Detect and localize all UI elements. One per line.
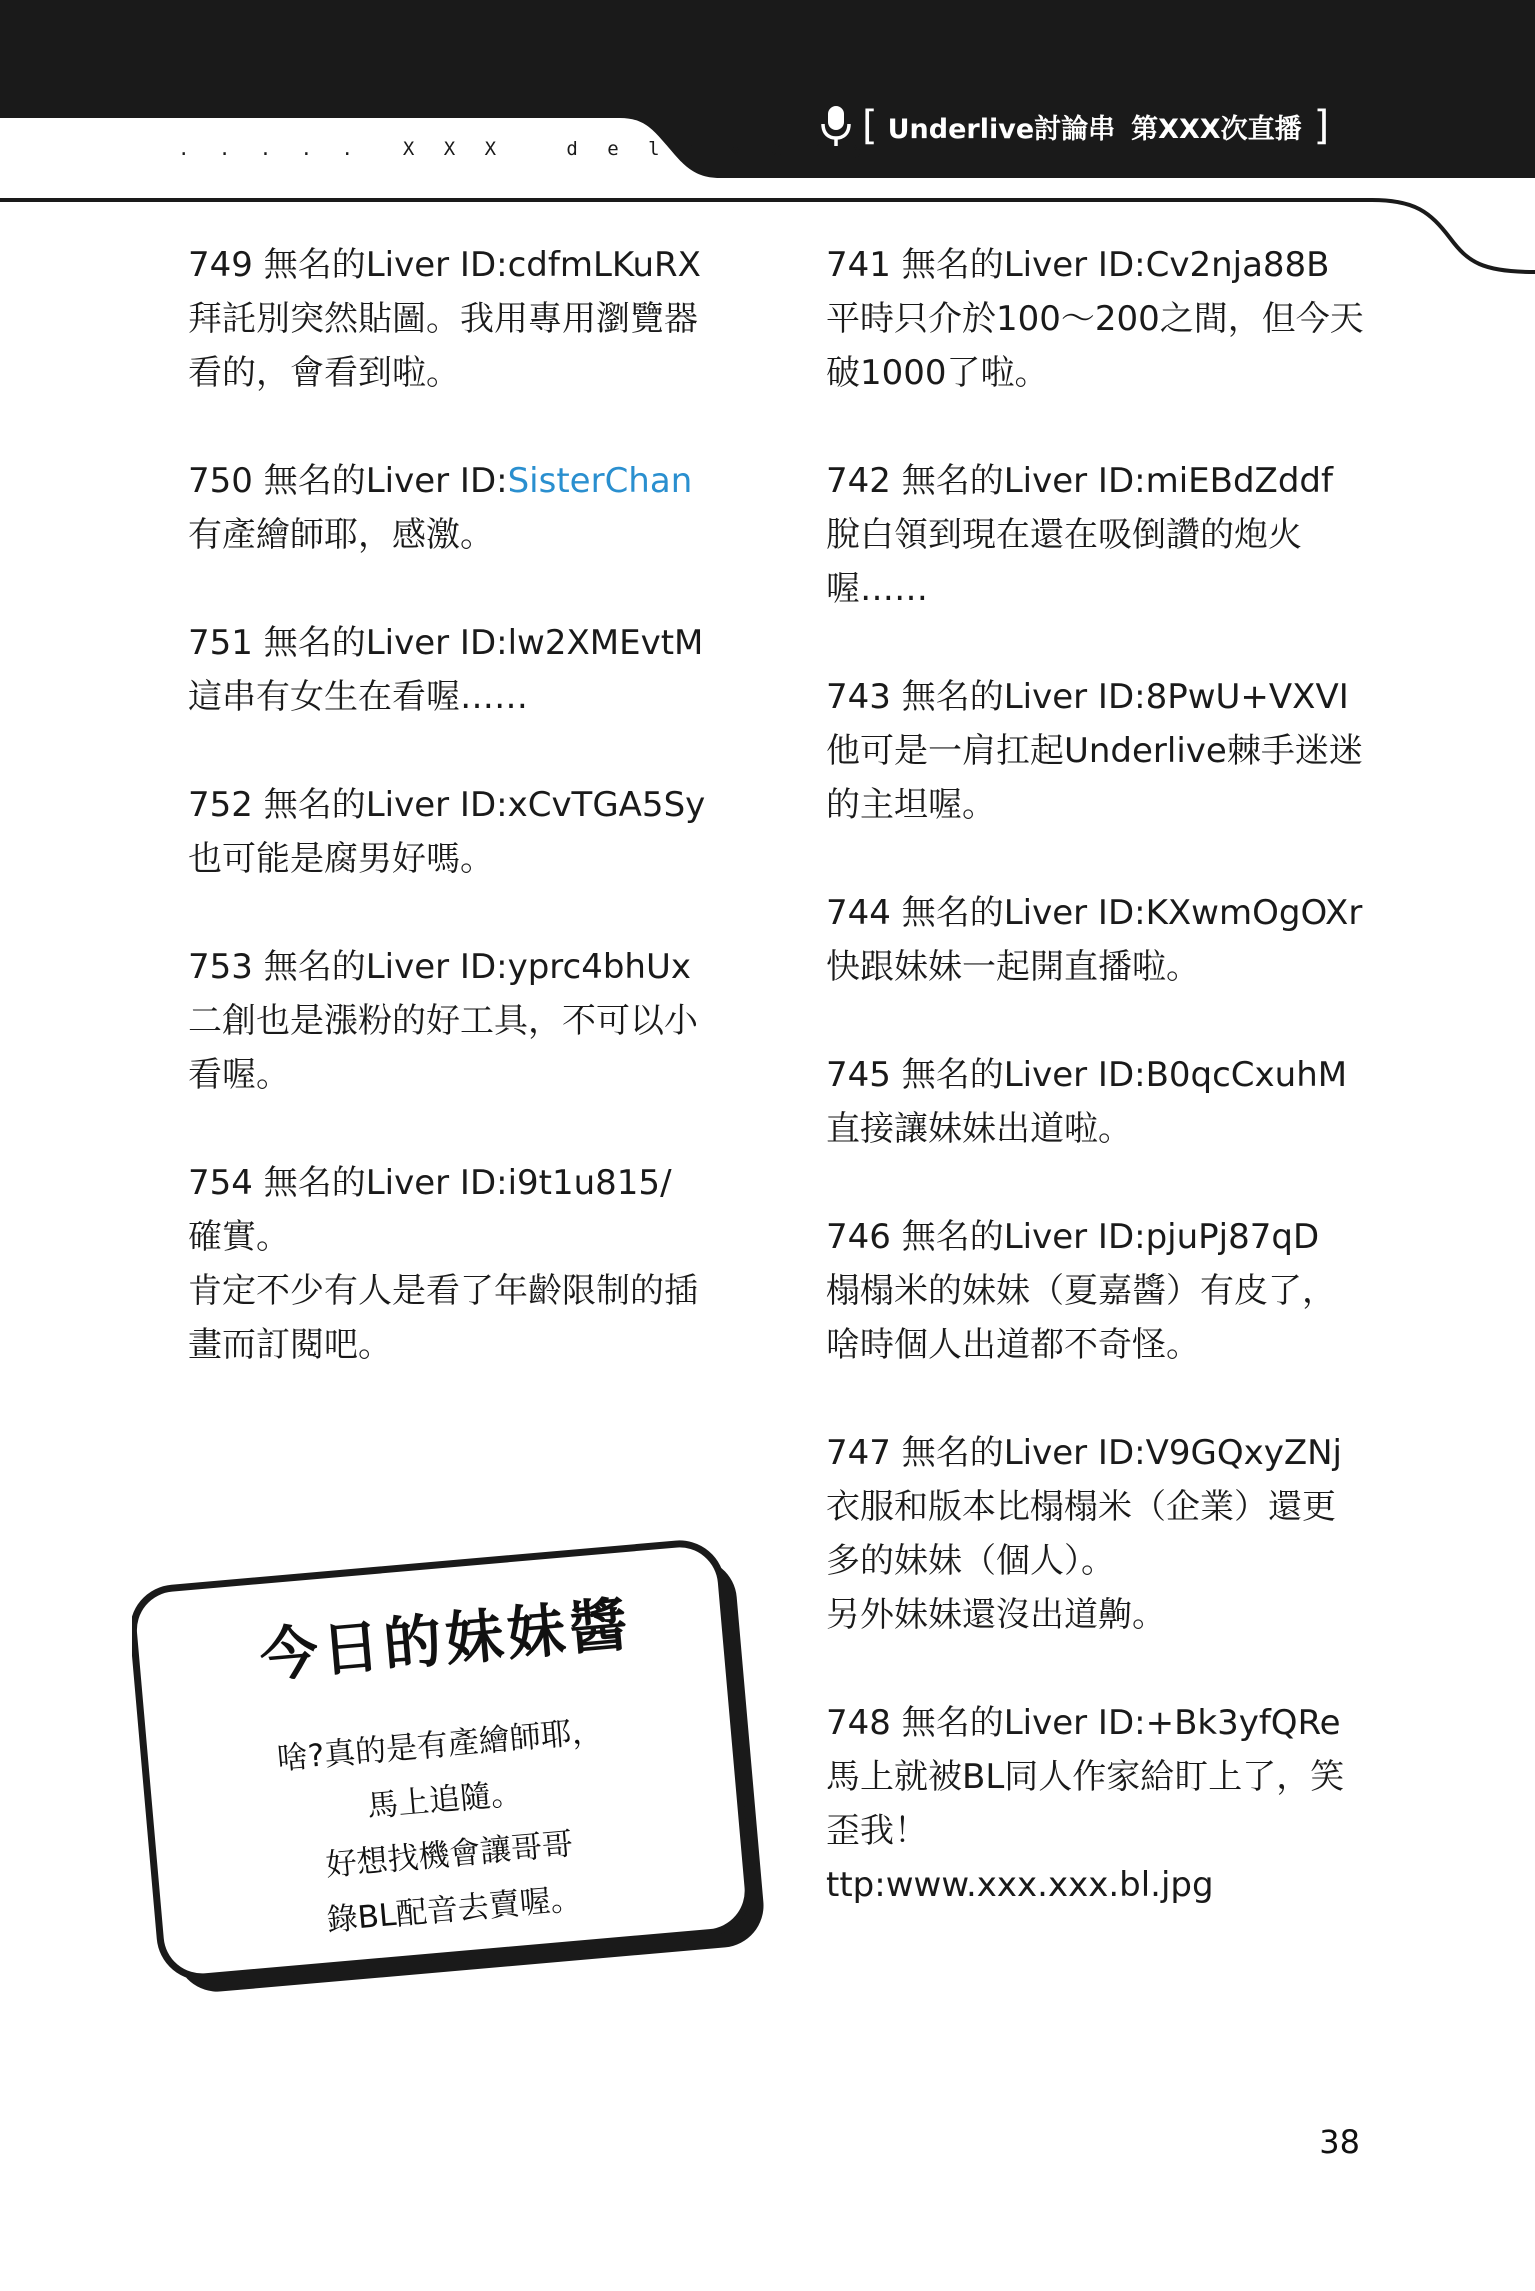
post-line: 快跟妹妹一起開直播啦。 <box>826 947 1200 987</box>
post-741 <box>826 238 1386 400</box>
post-752 <box>188 778 748 886</box>
post-748 <box>826 1696 1386 1912</box>
post-header-prefix: 750 無名的Liver ID: <box>188 461 508 501</box>
note-line: 錄BL配音去賣喔。 <box>325 1880 583 1939</box>
page-number: 38 <box>1319 2123 1360 2161</box>
post-header: 749 無名的Liver ID:cdfmLKuRX <box>188 245 701 285</box>
post-header: 743 無名的Liver ID:8PwU+VXVI <box>826 677 1349 717</box>
post-line: 看喔。 <box>188 1055 290 1095</box>
post-header: 748 無名的Liver ID:+Bk3yfQRe <box>826 1703 1341 1743</box>
post-line: 看的，會看到啦。 <box>188 353 460 393</box>
post-header: 747 無名的Liver ID:V9GQxyZNj <box>826 1433 1342 1473</box>
note-title: 今日的妹妹醬 <box>257 1589 634 1691</box>
post-header: 742 無名的Liver ID:miEBdZddf <box>826 461 1333 501</box>
header-bracket-open: [ <box>862 103 878 149</box>
post-744 <box>826 886 1386 994</box>
post-line: 平時只介於100～200之間，但今天 <box>826 299 1364 339</box>
post-753 <box>188 940 748 1102</box>
post-line: 拜託別突然貼圖。我用專用瀏覽器 <box>188 299 698 339</box>
post-line: 啥時個人出道都不奇怪。 <box>826 1325 1200 1365</box>
header-topic <box>818 100 1329 152</box>
header-delivery-label: . . . . . X X X d e l i v e r y <box>178 138 873 160</box>
post-line: 二創也是漲粉的好工具，不可以小 <box>188 1001 698 1041</box>
post-line: 這串有女生在看喔…… <box>188 677 528 717</box>
left-column <box>188 238 748 1372</box>
post-line: 破1000了啦。 <box>826 353 1049 393</box>
post-header: 741 無名的Liver ID:Cv2nja88B <box>826 245 1330 285</box>
post-line: 歪我！ <box>826 1811 928 1851</box>
post-line: 喔…… <box>826 569 928 609</box>
right-column <box>826 238 1386 1912</box>
post-header <box>188 454 748 508</box>
note-line: 啥?真的是有產繪師耶， <box>275 1713 604 1778</box>
post-header: 754 無名的Liver ID:i9t1u815/ <box>188 1163 672 1203</box>
note-line: 好想找機會讓哥哥 <box>324 1826 575 1884</box>
post-746 <box>826 1210 1386 1372</box>
post-header: 746 無名的Liver ID:pjuPj87qD <box>826 1217 1320 1257</box>
post-754 <box>188 1156 748 1372</box>
post-line: 衣服和版本比榻榻米（企業）還更 <box>826 1487 1336 1527</box>
note-line: 馬上追隨。 <box>365 1775 524 1825</box>
post-line: 有產繪師耶，感激。 <box>188 515 494 555</box>
microphone-icon <box>818 104 854 148</box>
post-header: 751 無名的Liver ID:lw2XMEvtM <box>188 623 704 663</box>
post-line: 他可是一肩扛起Underlive棘手迷迷 <box>826 731 1363 771</box>
post-line: 馬上就被BL同人作家給盯上了，笑 <box>826 1757 1345 1797</box>
post-line: 多的妹妹（個人）。 <box>826 1541 1115 1581</box>
header-title: Underlive討論串 <box>887 113 1116 145</box>
post-header: 744 無名的Liver ID:KXwmOgOXr <box>826 893 1363 933</box>
post-751 <box>188 616 748 724</box>
post-750 <box>188 454 748 562</box>
post-743 <box>826 670 1386 832</box>
post-line: 畫而訂閱吧。 <box>188 1325 392 1365</box>
post-747 <box>826 1426 1386 1642</box>
post-line: 脫白領到現在還在吸倒讚的炮火 <box>826 515 1302 555</box>
post-line: 另外妹妹還沒出道齁。 <box>826 1595 1166 1635</box>
header-bracket-close: ] <box>1313 103 1330 149</box>
post-749 <box>188 238 748 400</box>
post-745 <box>826 1048 1386 1156</box>
post-line: 的主坦喔。 <box>826 785 996 825</box>
post-line: 也可能是腐男好嗎。 <box>188 839 494 879</box>
header-episode: 第XXX次直播 <box>1131 113 1302 145</box>
post-742 <box>826 454 1386 616</box>
post-header: 753 無名的Liver ID:yprc4bhUx <box>188 947 691 987</box>
highlighted-poster-id: SisterChan <box>507 461 693 501</box>
post-line: ttp:www.xxx.xxx.bl.jpg <box>826 1865 1214 1905</box>
post-line: 肯定不少有人是看了年齡限制的插 <box>188 1271 698 1311</box>
note-body <box>223 1700 671 1957</box>
post-header: 752 無名的Liver ID:xCvTGA5Sy <box>188 785 706 825</box>
post-line: 榻榻米的妹妹（夏嘉醬）有皮了， <box>826 1271 1336 1311</box>
post-line: 直接讓妹妹出道啦。 <box>826 1109 1132 1149</box>
post-header: 745 無名的Liver ID:B0qcCxuhM <box>826 1055 1348 1095</box>
post-line: 確實。 <box>188 1217 290 1257</box>
